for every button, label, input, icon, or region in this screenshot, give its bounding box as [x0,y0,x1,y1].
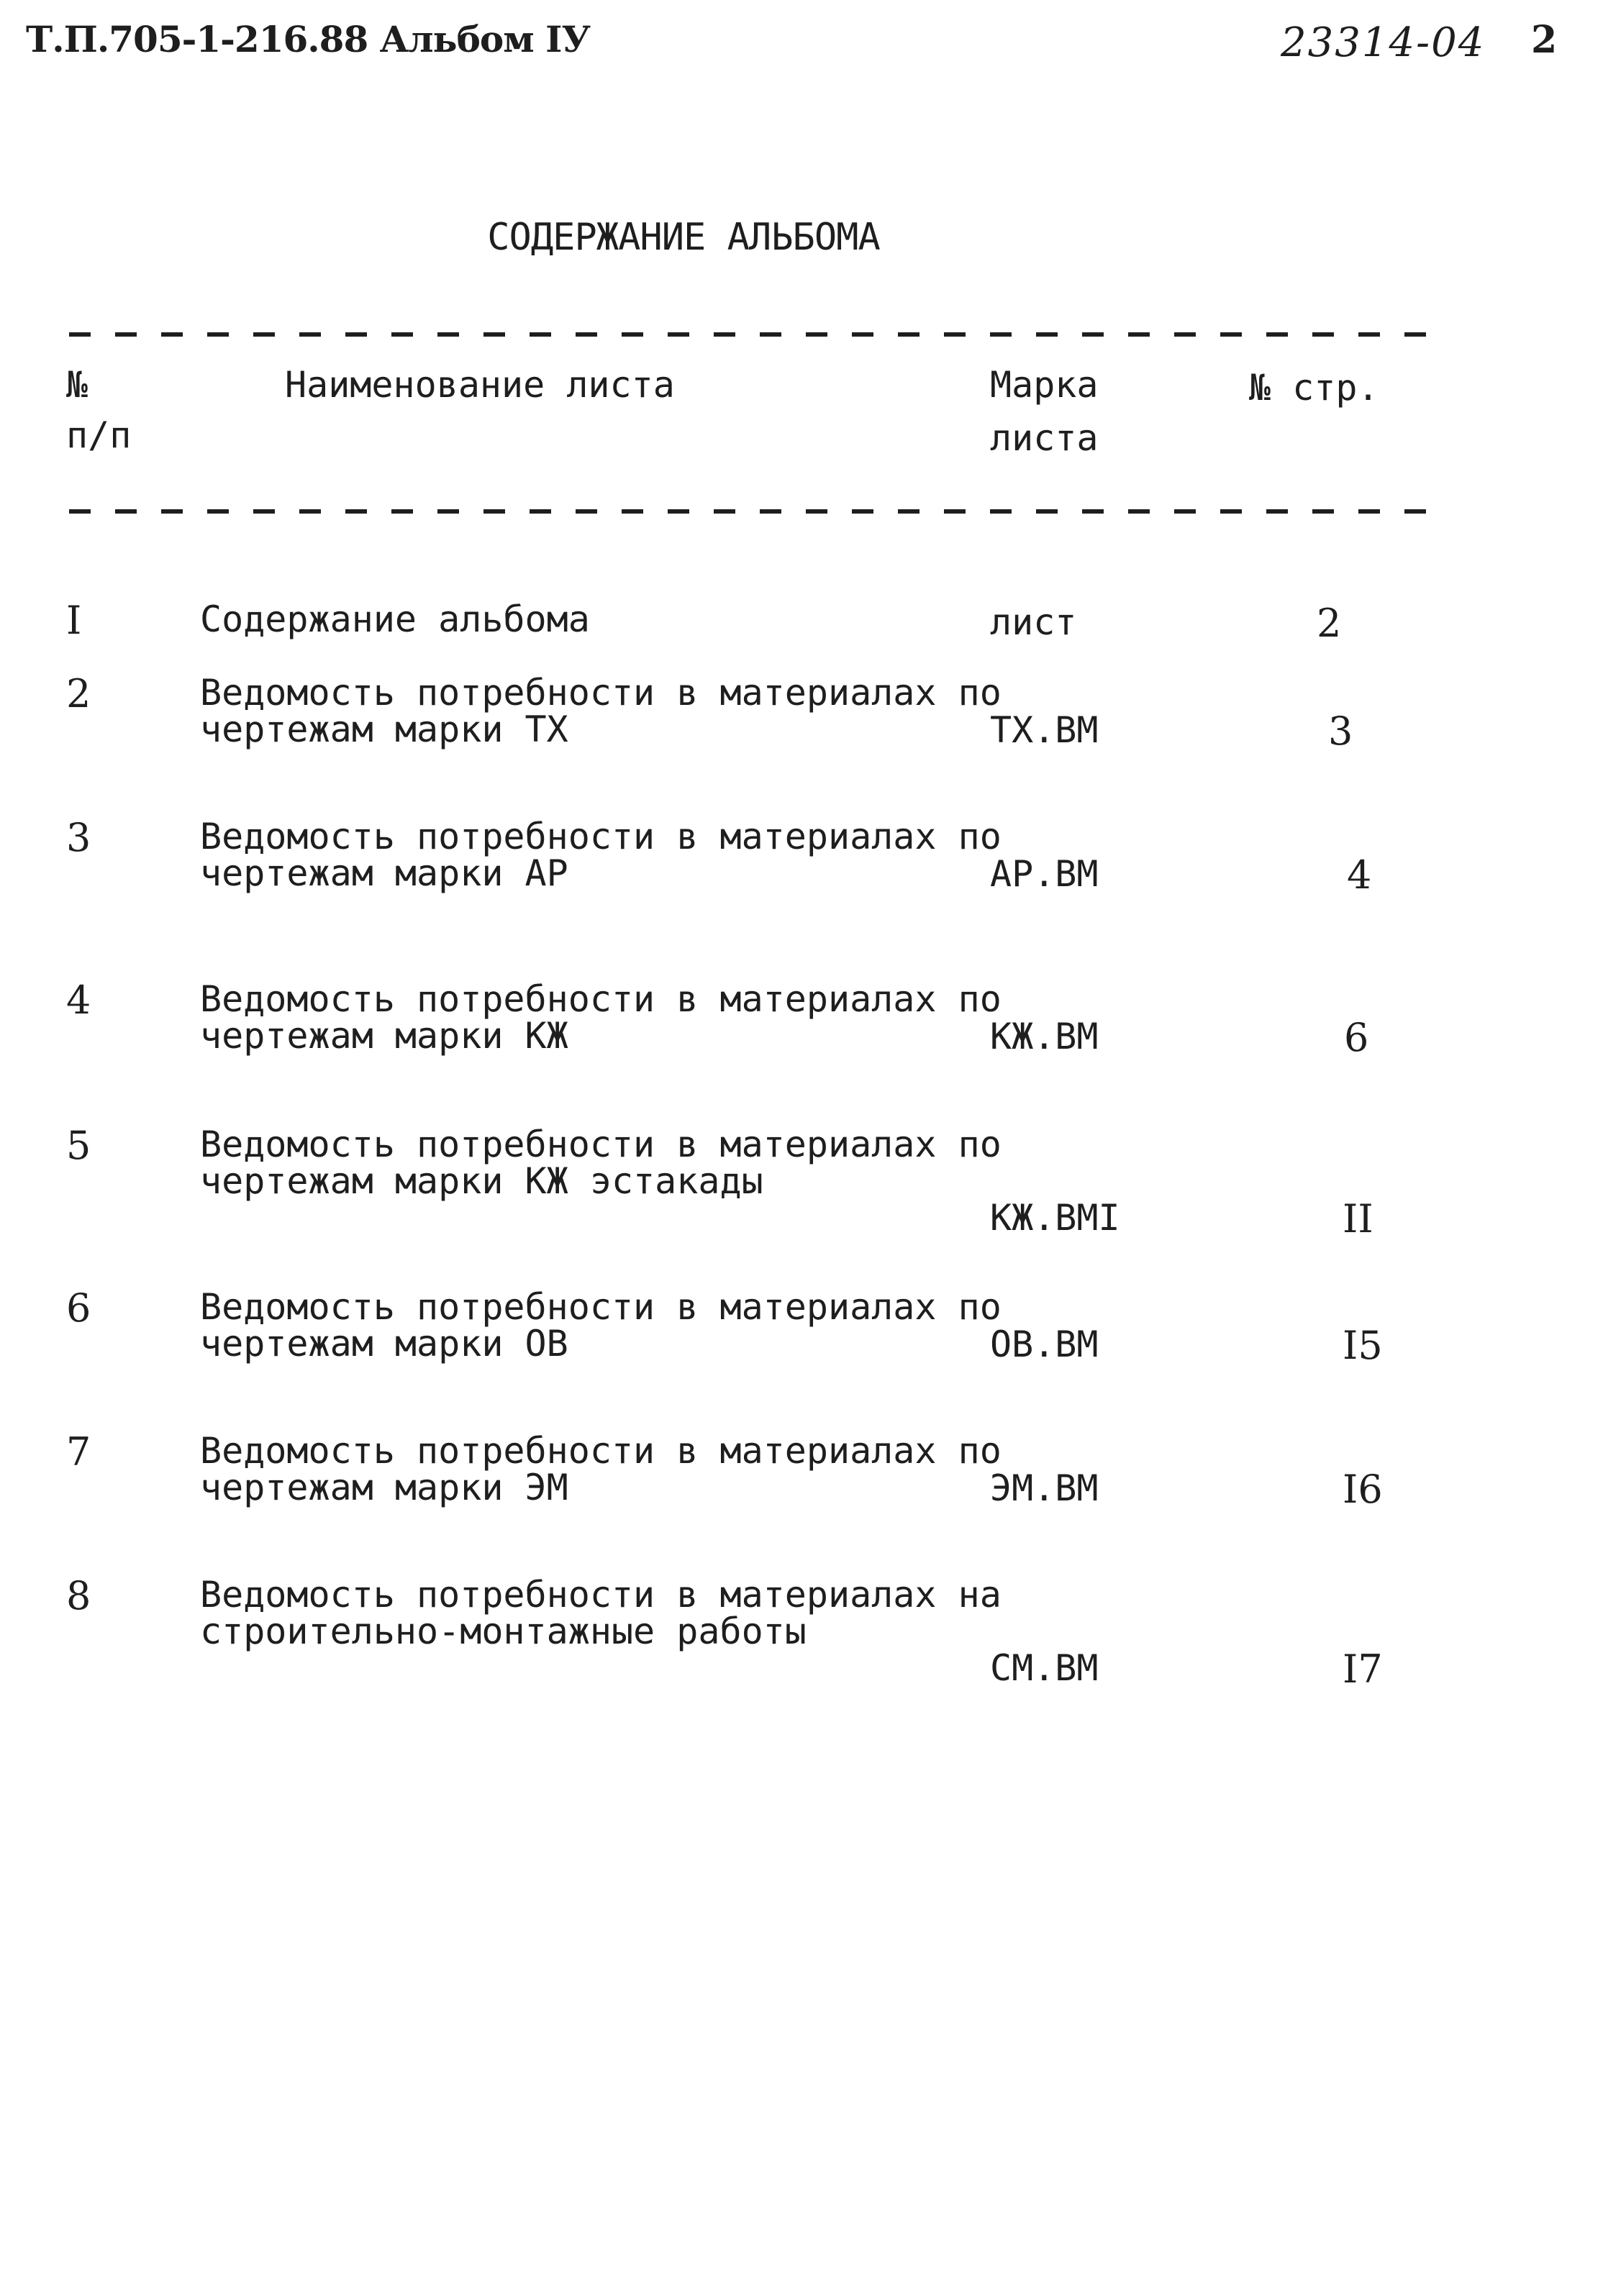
row-page: I7 [1343,1646,1383,1692]
row-page: I5 [1343,1323,1383,1368]
row-code: КЖ.ВМI [990,1197,1120,1239]
row-page: 2 [1317,601,1342,646]
col-page-label: № стр. [1249,367,1379,409]
row-number: I [66,598,82,643]
page-number: 2 [1531,18,1558,62]
document-code: Т.П.705-1-216.88 Альбом IУ [26,18,591,60]
table-top-rule [69,332,1450,337]
row-number: 2 [66,671,91,716]
row-code: АР.ВМ [990,853,1099,895]
col-mark-label-2: листа [990,417,1099,459]
row-number: 8 [66,1573,91,1618]
col-num-label: № [66,364,88,406]
row-number: 4 [66,978,91,1023]
row-title: Ведомость потребности в материалах по чертежам марки ТХ [200,672,1002,750]
row-code: КЖ.ВМ [990,1016,1099,1057]
col-mark-label: Марка [990,364,1099,406]
row-number: 7 [66,1429,91,1475]
row-title: Ведомость потребности в материалах на строительно-монтажные работы [200,1574,1002,1652]
row-title: Ведомость потребности в материалах по чертежам марки АР [200,816,1002,894]
row-title: Ведомость потребности в материалах по чертежам марки ЭМ [200,1430,1002,1508]
row-page: II [1343,1196,1373,1242]
row-page: I6 [1343,1467,1383,1512]
row-code: СМ.ВМ [990,1647,1099,1689]
row-number: 5 [66,1123,91,1168]
row-title: Ведомость потребности в материалах по чертежам марки КЖ эстакады [200,1124,1002,1202]
row-page: 4 [1347,852,1372,898]
row-code: ЭМ.ВМ [990,1467,1099,1509]
row-title: Ведомость потребности в материалах по чертежам марки КЖ [200,978,1002,1057]
col-num-label-2: п/п [66,414,132,456]
table-header-rule [69,509,1450,514]
page-title: СОДЕРЖАНИЕ АЛЬБОМА [487,216,880,259]
row-page: 3 [1328,709,1353,754]
row-title: Ведомость потребности в материалах по чертежам марки ОВ [200,1286,1002,1365]
handwritten-number: 23314-04 [1281,19,1486,66]
row-page: 6 [1344,1015,1369,1060]
col-name-label: Наименование листа [285,364,675,406]
row-title: Содержание альбома [200,598,590,640]
row-code: лист [990,601,1077,643]
row-code: ОВ.ВМ [990,1324,1099,1365]
row-number: 3 [66,815,91,860]
row-code: ТХ.ВМ [990,709,1099,751]
row-number: 6 [66,1285,91,1331]
